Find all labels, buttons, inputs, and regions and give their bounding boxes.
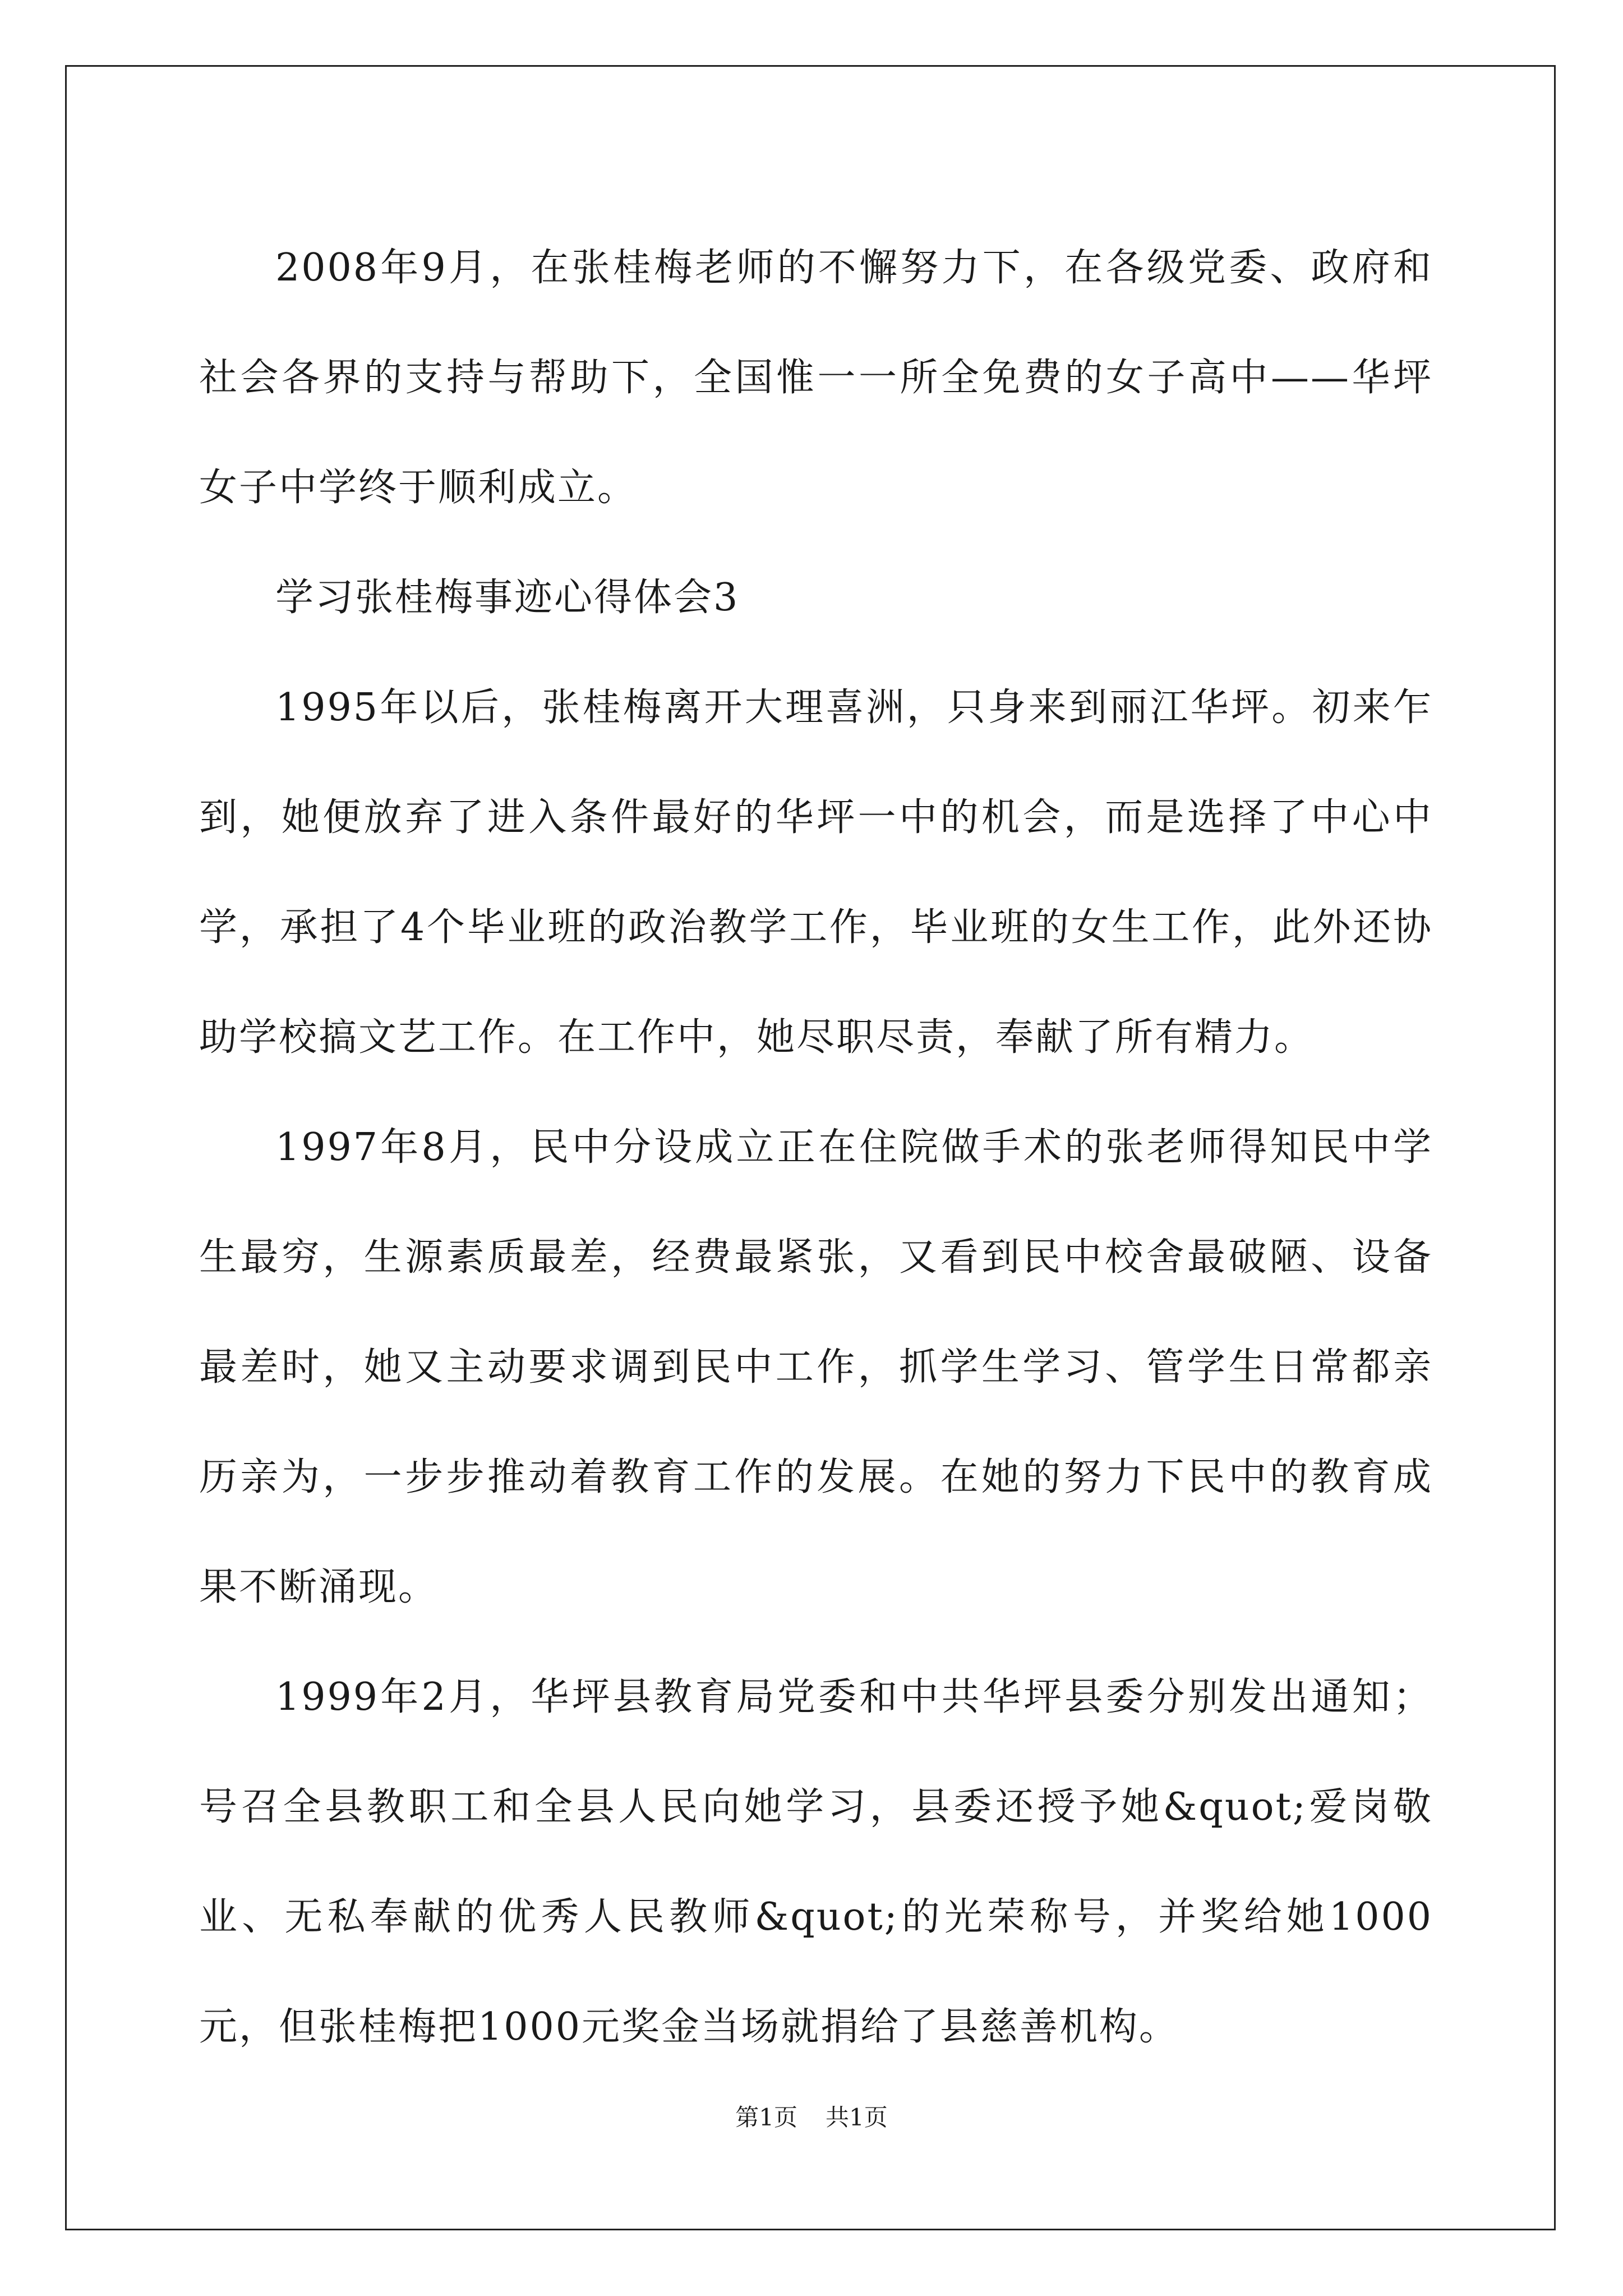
page-total: 共1页 xyxy=(826,2104,888,2131)
page-footer xyxy=(0,2101,1623,2134)
section-heading: 学习张桂梅事迹心得体会3 xyxy=(275,576,740,620)
paragraph-1999: 1999年2月，华坪县教育局党委和中共华坪县委分别发出通知；号召全县教职工和全县人民向她学习，县委还授予她&quot;爱岗敬业、无私奉献的优秀人民教师&quot;的光荣称号，并奖给她1000元，但张桂梅把1000元奖金当场就捐给了县慈善机构。 xyxy=(199,1675,1433,2049)
paragraph-2008: 2008年9月，在张桂梅老师的不懈努力下，在各级党委、政府和社会各界的支持与帮助下，全国惟一一所全免费的女子高中——华坪女子中学终于顺利成立。 xyxy=(199,246,1433,510)
page-number: 第1页 xyxy=(735,2104,797,2131)
document-body xyxy=(199,213,1433,2082)
paragraph-1995: 1995年以后，张桂梅离开大理喜洲，只身来到丽江华坪。初来乍到，她便放弃了进入条件最好的华坪一中的机会，而是选择了中心中学，承担了4个毕业班的政治教学工作，毕业班的女生工作，此外还协助学校搞文艺工作。在工作中，她尽职尽责，奉献了所有精力。 xyxy=(199,685,1433,1060)
paragraph-1997: 1997年8月，民中分设成立正在住院做手术的张老师得知民中学生最穷，生源素质最差，经费最紧张，又看到民中校舍最破陋、设备最差时，她又主动要求调到民中工作，抓学生学习、管学生日常都亲历亲为，一步步推动着教育工作的发展。在她的努力下民中的教育成果不断涌现。 xyxy=(199,1125,1433,1609)
